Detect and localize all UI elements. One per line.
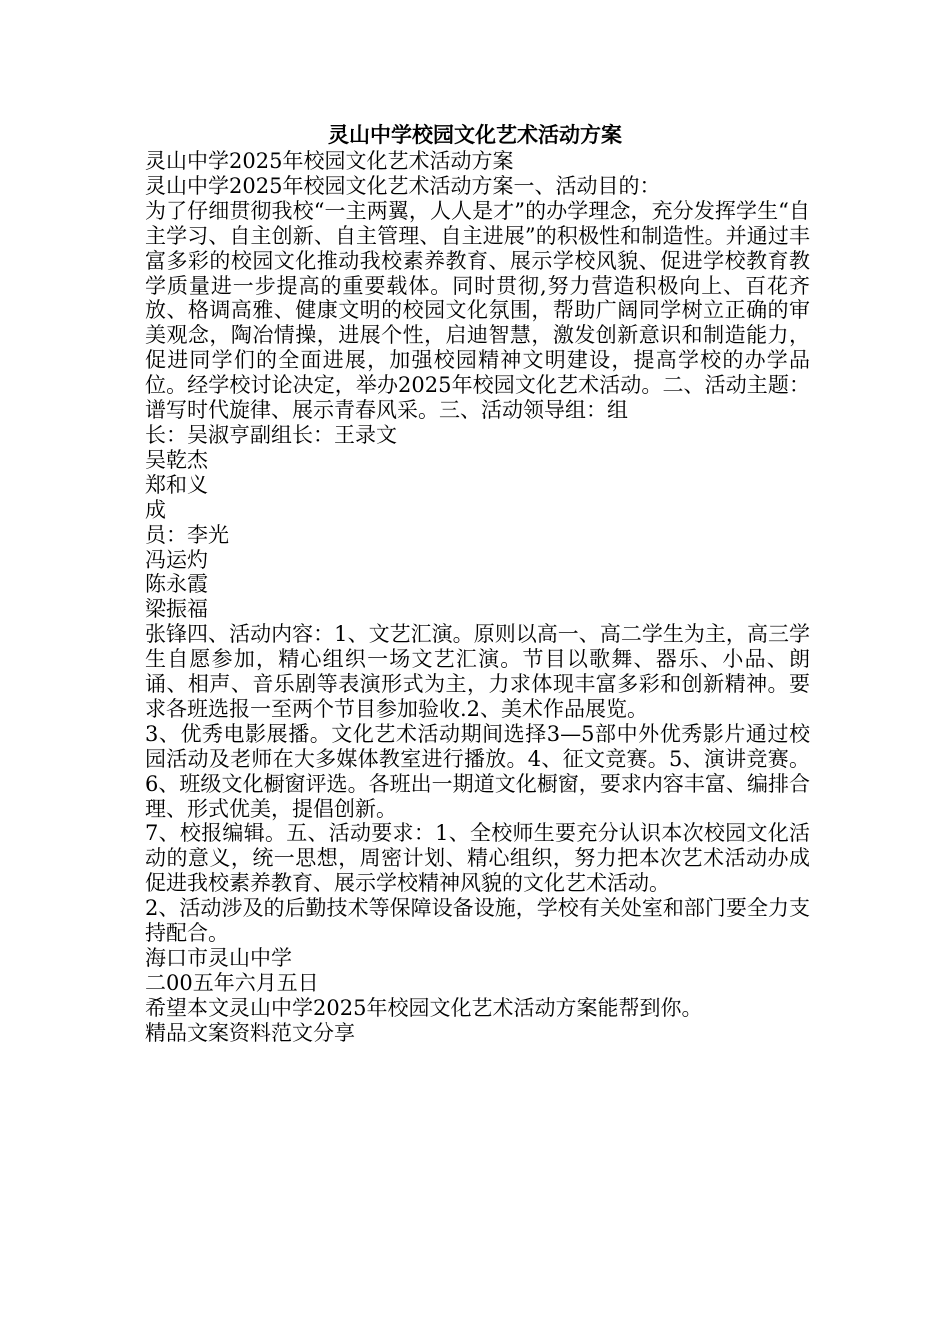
paragraph-objective-heading: 灵山中学2025年校园文化艺术活动方案一、活动目的： bbox=[145, 173, 661, 198]
paragraph-subtitle: 灵山中学2025年校园文化艺术活动方案 bbox=[145, 149, 514, 173]
paragraph-date: 二00五年六月五日 bbox=[145, 970, 319, 995]
paragraph-name: 陈永霞 bbox=[145, 572, 208, 597]
paragraph-footer: 精品文案资料范文分享 bbox=[145, 1020, 355, 1045]
paragraph-name: 员：李光 bbox=[145, 522, 229, 547]
paragraph-activities-continued: 3、优秀电影展播。文化艺术活动期间选择3—5部中外优秀影片通过校园活动及老师在大多媒体教室进行播放。4、征文竞赛。5、演讲竞赛。6、班级文化橱窗评选。各班出一期道文化橱窗，要求内容丰富、编排合理、形式优美，提倡创新。 bbox=[145, 721, 810, 821]
paragraph-closing: 希望本文灵山中学2025年校园文化艺术活动方案能帮到你。 bbox=[145, 995, 703, 1020]
paragraph-name: 梁振福 bbox=[145, 597, 208, 622]
paragraph-activities: 张锋四、活动内容：1、文艺汇演。原则以高一、高二学生为主，高三学生自愿参加，精心组织一场文艺汇演。节目以歌舞、器乐、小品、朗诵、相声、音乐剧等表演形式为主，力求体现丰富多彩和创新精神。要求各班选报一至两个节目参加验收.2、美术作品展览。 bbox=[145, 622, 810, 721]
paragraph-name: 冯运灼 bbox=[145, 547, 208, 572]
paragraph-leader: 长：吴淑亨副组长：王录文 bbox=[145, 422, 397, 447]
document-title: 灵山中学校园文化艺术活动方案 bbox=[328, 123, 622, 147]
document-body bbox=[145, 149, 810, 1046]
paragraph-support: 2、活动涉及的后勤技术等保障设备设施，学校有关处室和部门要全力支持配合。 bbox=[145, 896, 810, 946]
paragraph-objective: 为了仔细贯彻我校“一主两翼，人人是才”的办学理念，充分发挥学生“自主学习、自主创新、自主管理、自主进展”的积极性和制造性。并通过丰富多彩的校园文化推动我校素养教育、展示学校风貌、促进学校教育教学质量进一步提高的重要载体。同时贯彻,努力营造积极向上、百花齐放、格调高雅、健康文明的校园文化氛围，帮助广阔同学树立正确的审美观念，陶冶情操，进展个性，启迪智慧，激发创新意识和制造能力，促进同学们的全面进展，加强校园精神文明建设，提高学校的办学品位。经学校讨论决定，举办2025年校园文化艺术活动。二、活动主题：谱写时代旋律、展示青春风采。三、活动领导组：组 bbox=[145, 198, 810, 423]
paragraph-requirements: 7、校报编辑。五、活动要求：1、全校师生要充分认识本次校园文化活动的意义，统一思想，周密计划、精心组织，努力把本次艺术活动办成促进我校素养教育、展示学校精神风貌的文化艺术活动。 bbox=[145, 821, 810, 896]
paragraph-school-name: 海口市灵山中学 bbox=[145, 946, 292, 970]
paragraph-name: 郑和义 bbox=[145, 472, 208, 497]
paragraph-name: 成 bbox=[145, 497, 166, 522]
paragraph-name: 吴乾杰 bbox=[145, 447, 208, 472]
